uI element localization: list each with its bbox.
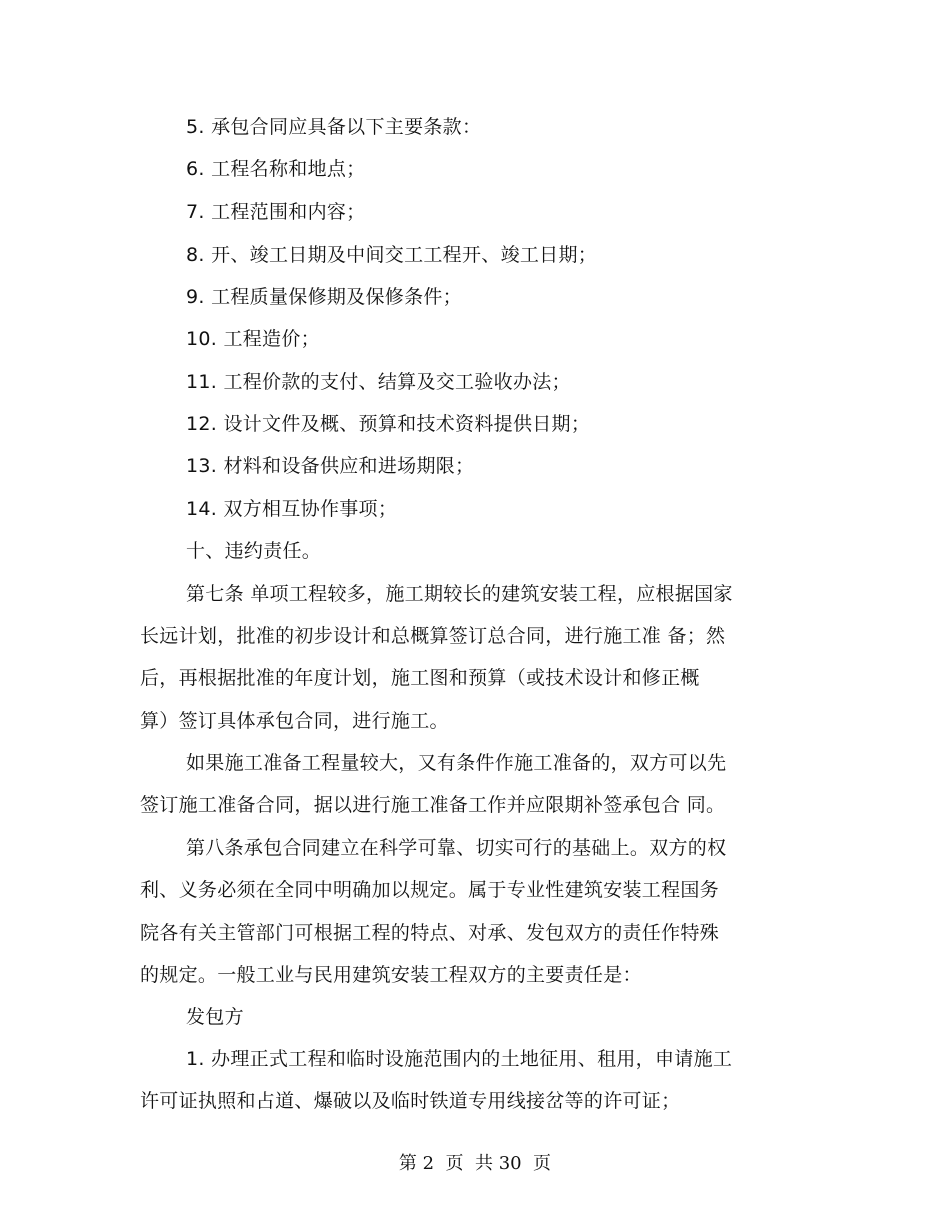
section-heading: 十、违约责任。 (186, 540, 322, 562)
text-line: 第七条 单项工程较多，施工期较长的建筑安装工程，应根据国家 (186, 583, 733, 605)
text-line: 6. 工程名称和地点； (186, 158, 366, 180)
section-heading: 发包方 (186, 1006, 244, 1028)
text-line: 8. 开、竣工日期及中间交工工程开、竣工日期； (186, 244, 598, 266)
text-line: 7. 工程范围和内容； (186, 201, 366, 223)
text-line: 10. 工程造价； (186, 328, 320, 350)
text-line: 签订施工准备合同，据以进行施工准备工作并应限期补签承包合 同。 (140, 794, 726, 816)
text-line: 算）签订具体承包合同，进行施工。 (140, 710, 449, 732)
text-line: 1. 办理正式工程和临时设施范围内的土地征用、租用，申请施工 (186, 1048, 733, 1070)
page-number-footer: 第 2 页 共 30 页 (398, 1153, 552, 1174)
text-line: 第八条承包合同建立在科学可靠、切实可行的基础上。双方的权 (186, 837, 727, 859)
text-line: 的规定。一般工业与民用建筑安装工程双方的主要责任是： (140, 964, 642, 986)
text-line: 许可证执照和占道、爆破以及临时铁道专用线接岔等的许可证； (140, 1090, 681, 1112)
text-line: 14. 双方相互协作事项； (186, 498, 398, 520)
text-line: 长远计划，批准的初步设计和总概算签订总合同，进行施工准 备；然 (140, 625, 726, 647)
text-line: 后，再根据批准的年度计划，施工图和预算（或技术设计和修正概 (140, 667, 700, 689)
text-line: 院各有关主管部门可根据工程的特点、对承、发包双方的责任作特殊 (140, 922, 720, 944)
text-line: 13. 材料和设备供应和进场期限； (186, 455, 475, 477)
text-line: 9. 工程质量保修期及保修条件； (186, 286, 462, 308)
text-line: 如果施工准备工程量较大，又有条件作施工准备的，双方可以先 (186, 752, 727, 774)
text-line: 11. 工程价款的支付、结算及交工验收办法； (186, 371, 571, 393)
text-line: 12. 设计文件及概、预算和技术资料提供日期； (186, 413, 591, 435)
text-line: 5. 承包合同应具备以下主要条款： (186, 116, 482, 138)
text-line: 利、义务必须在全同中明确加以规定。属于专业性建筑安装工程国务 (140, 879, 720, 901)
